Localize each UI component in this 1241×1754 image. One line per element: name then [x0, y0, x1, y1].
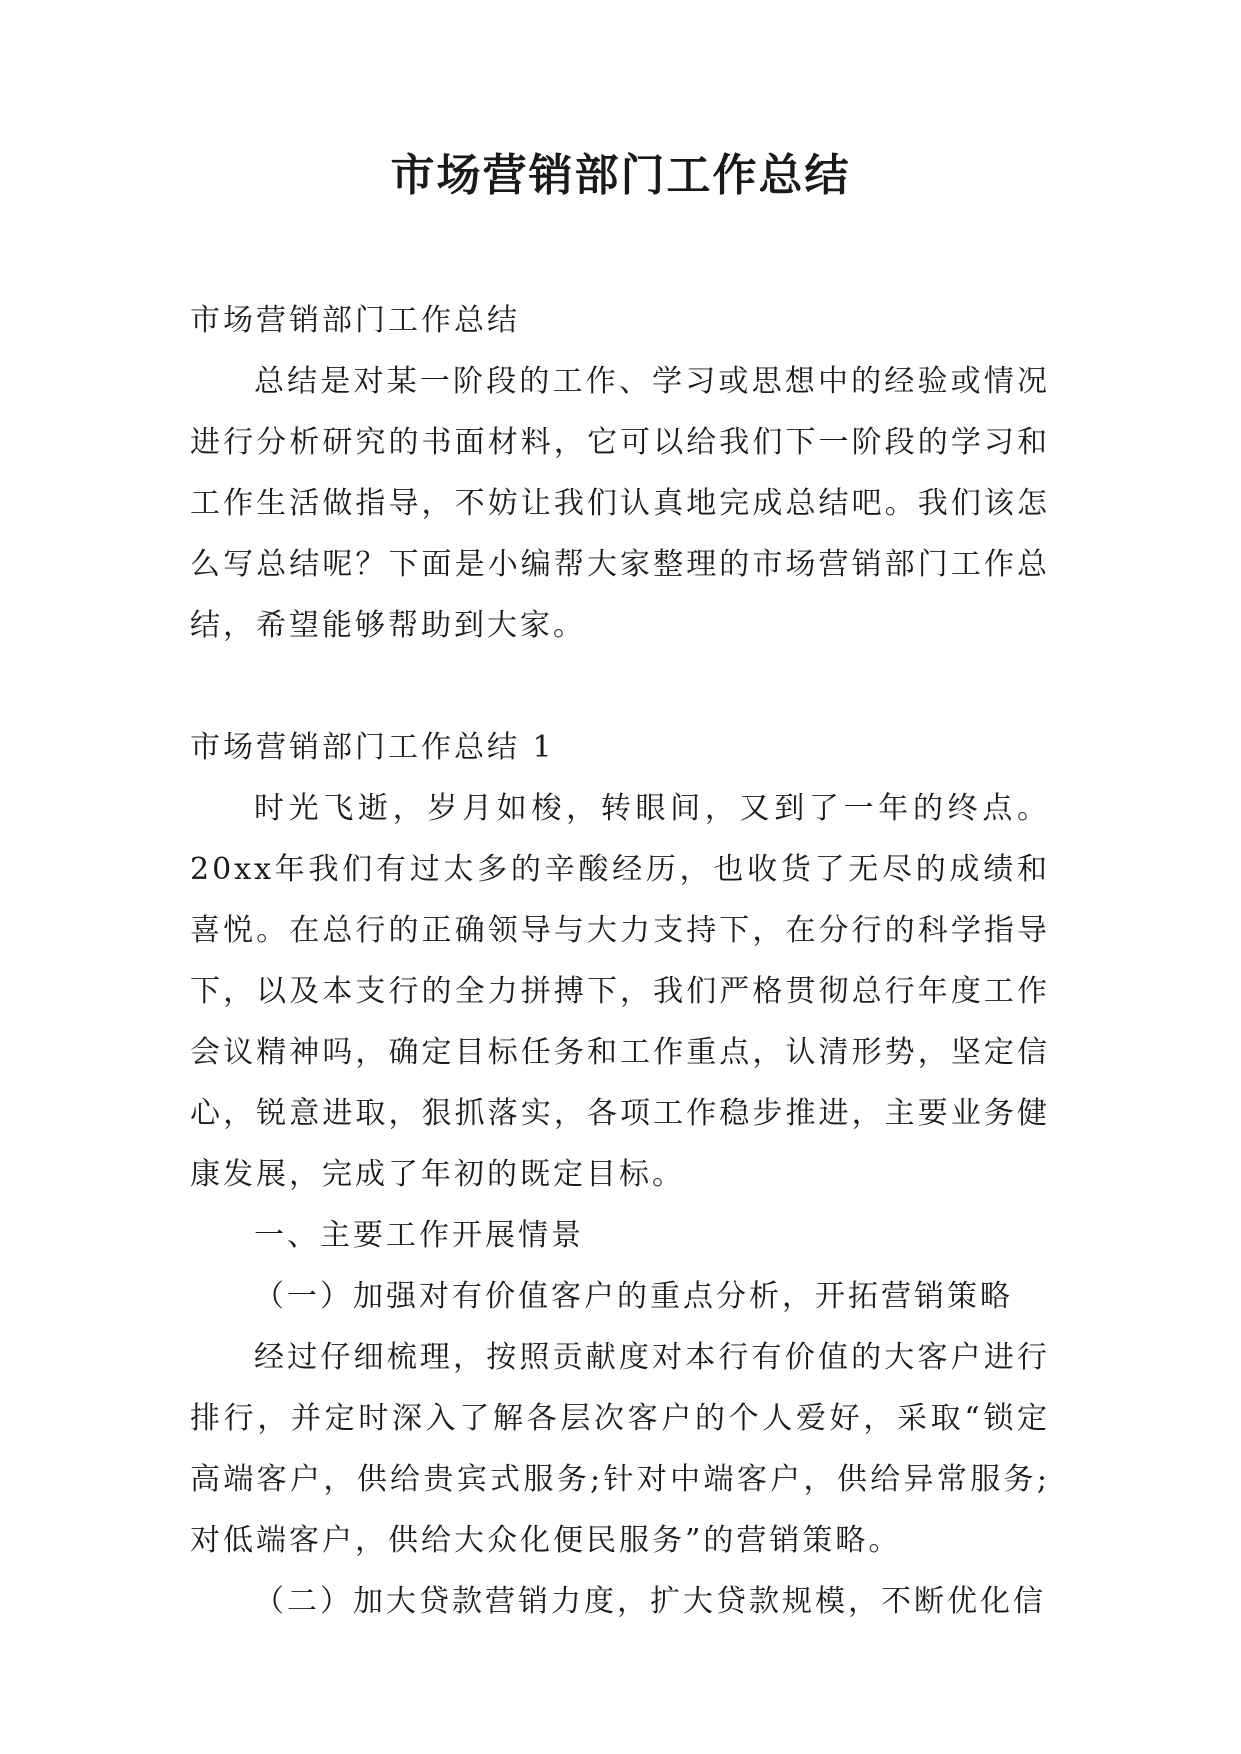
body-paragraph: 经过仔细梳理，按照贡献度对本行有价值的大客户进行排行，并定时深入了解各层次客户的个人爱好，采取“锁定高端客户，供给贵宾式服务;针对中端客户，供给异常服务;对低端客户，供给大众化便民服务”的营销策略。 — [190, 1340, 1050, 1558]
subheading-main-work: 一、主要工作开展情景 — [254, 1218, 584, 1253]
subheading-loan-marketing: （二）加大贷款营销力度，扩大贷款规模，不断优化信 — [254, 1584, 1046, 1619]
section-heading-1: 市场营销部门工作总结 1 — [190, 730, 555, 765]
section-heading: 市场营销部门工作总结 — [190, 303, 520, 338]
document-body — [190, 290, 1050, 1632]
body-paragraph: 时光飞逝，岁月如梭，转眼间，又到了一年的终点。20xx年我们有过太多的辛酸经历，也收货了无尽的成绩和喜悦。在总行的正确领导与大力支持下，在分行的科学指导下，以及本支行的全力拼搏下，我们严格贯彻总行年度工作会议精神吗，确定目标任务和工作重点，认清形势，坚定信心，锐意进取，狠抓落实，各项工作稳步推进，主要业务健康发展，完成了年初的既定目标。 — [190, 791, 1050, 1192]
subheading-customer-analysis: （一）加强对有价值客户的重点分析，开拓营销策略 — [254, 1279, 1013, 1314]
intro-paragraph: 总结是对某一阶段的工作、学习或思想中的经验或情况进行分析研究的书面材料，它可以给我们下一阶段的学习和工作生活做指导，不妨让我们认真地完成总结吧。我们该怎么写总结呢？下面是小编帮大家整理的市场营销部门工作总结，希望能够帮助到大家。 — [190, 364, 1050, 643]
document-title: 市场营销部门工作总结 — [390, 150, 851, 201]
